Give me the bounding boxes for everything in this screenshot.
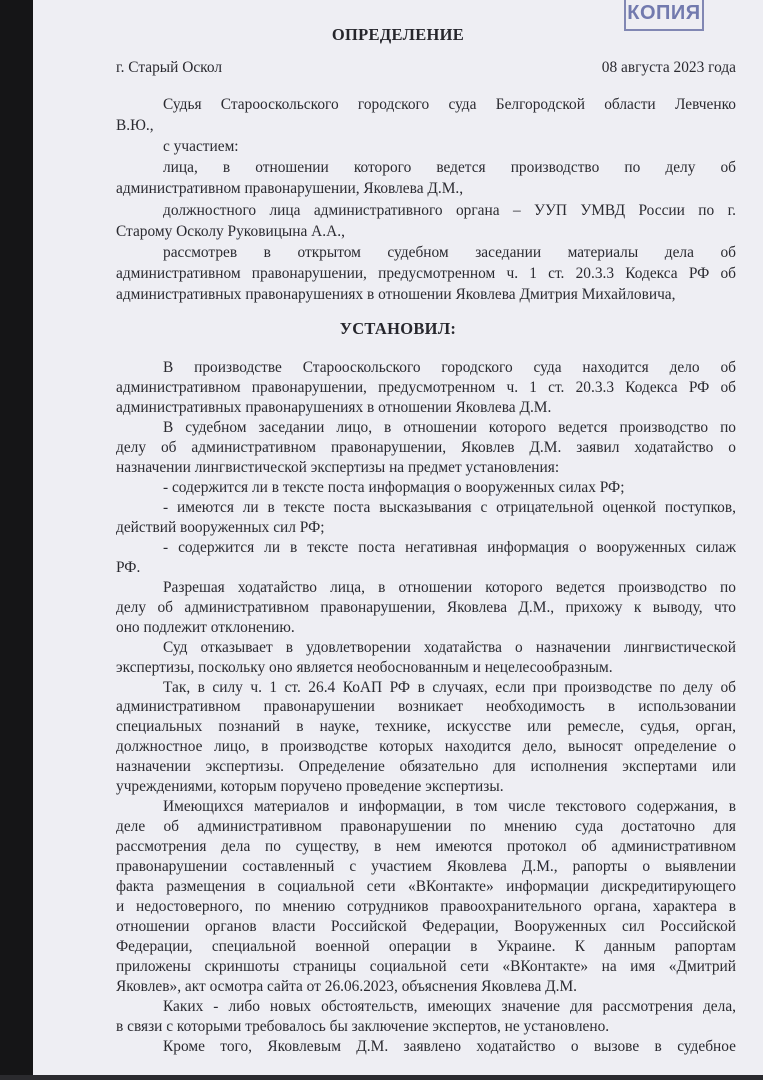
intro-line: административном правонарушении, Яковлева Д.М.,	[116, 180, 464, 197]
intro-line: административных правонарушениях в отношении Яковлева Дмитрия Михайловича,	[116, 286, 676, 303]
body-line: Федерации, специальной военной операции в Украине. К данным рапортам	[116, 938, 736, 955]
document-page	[33, 0, 763, 1075]
body-line: оно подлежит отклонению.	[116, 619, 295, 636]
intro-line: Старому Осколу Руковицына А.А.,	[116, 223, 345, 240]
copy-stamp: КОПИЯ	[624, 0, 704, 31]
body-line: административных правонарушениях в отношении Яковлева Д.М.	[116, 399, 552, 416]
body-line: делу об административном правонарушении, Яковлев Д.М. заявил ходатайство о	[116, 439, 736, 456]
intro-line: должностного лица административного органа – УУП УМВД России по г.	[163, 202, 736, 219]
intro-line: рассмотрев в открытом судебном заседании материалы дела об	[163, 244, 736, 261]
body-line: В судебном заседании лицо, в отношении которого ведется производство по	[163, 419, 736, 436]
document-title: ОПРЕДЕЛЕНИЕ	[331, 25, 465, 44]
body-line: в связи с которыми требовалось бы заключение экспертов, не установлено.	[116, 1018, 610, 1035]
body-line: действий вооруженных сил РФ;	[116, 519, 325, 536]
body-line: и недостоверного, по мнению сотрудников правоохранительного органа, характера в	[116, 898, 736, 915]
body-line: назначении экспертизы. Определение обязательно для исполнения экспертами или	[116, 758, 736, 775]
body-line: Разрешая ходатайство лица, в отношении которого ведется производство по	[163, 579, 736, 596]
body-line: должностное лицо, в производстве которых находится дело, выносят определение о	[116, 738, 736, 755]
body-line: Имеющихся материалов и информации, в том числе текстового содержания, в	[163, 798, 736, 815]
body-line: делу об административном правонарушении, Яковлева Д.М., прихожу к выводу, что	[116, 599, 736, 616]
body-line: назначении лингвистической экспертизы на предмет установления:	[116, 459, 560, 476]
intro-line: Судья Старооскольского городского суда Белгородской области Левченко	[163, 96, 736, 113]
body-line: административном правонарушении, предусмотренном ч. 1 ст. 20.3.3 Кодекса РФ об	[116, 379, 736, 396]
body-line: Так, в силу ч. 1 ст. 26.4 КоАП РФ в случаях, если при производстве по делу об	[163, 679, 736, 696]
scan-bottom-border	[0, 1075, 763, 1080]
body-line: Яковлев», акт осмотра сайта от 26.06.2023, объяснения Яковлева Д.М.	[116, 978, 578, 995]
place-label: г. Старый Оскол	[116, 59, 223, 76]
body-line: приложены скриншоты страницы социальной сети «ВКонтакте» на имя «Дмитрий	[116, 958, 736, 975]
body-line: В производстве Старооскольского городского суда находится дело об	[163, 359, 736, 376]
body-line: специальных познаний в науке, технике, искусстве или ремесле, судья, орган,	[116, 718, 736, 735]
body-line: - содержится ли в тексте поста информация о вооруженных силах РФ;	[163, 479, 625, 496]
body-line: Суд отказывает в удовлетворении ходатайства о назначении лингвистической	[163, 639, 736, 656]
body-line: деле об административном правонарушении по мнению суда достаточно для	[116, 818, 736, 835]
body-line: Кроме того, Яковлевым Д.М. заявлено ходатайство о вызове в судебное	[163, 1038, 736, 1055]
body-line: учреждениями, которым поручено проведение экспертизы.	[116, 778, 504, 795]
body-line: Каких - либо новых обстоятельств, имеющих значение для рассмотрения дела,	[163, 998, 736, 1015]
body-line: - содержится ли в тексте поста негативная информация о вооруженных силаж	[163, 539, 736, 556]
body-line: правонарушении составленный с участием Яковлева Д.М., рапорты о выявлении	[116, 858, 736, 875]
body-line: административном правонарушении возникает необходимость в использовании	[116, 698, 736, 715]
intro-line: административном правонарушении, предусмотренном ч. 1 ст. 20.3.3 Кодекса РФ об	[116, 265, 736, 282]
intro-line: с участием:	[163, 138, 239, 155]
body-line: рассмотрения дела по существу, в нем имеются протокол об административном	[116, 838, 736, 855]
scan-left-border	[0, 0, 33, 1080]
body-line: РФ.	[116, 559, 141, 576]
body-line: экспертизы, поскольку оно является необоснованным и нецелесообразным.	[116, 659, 613, 676]
section-heading: УСТАНОВИЛ:	[339, 319, 457, 338]
date-label: 08 августа 2023 года	[601, 59, 736, 76]
body-line: - имеются ли в тексте поста высказывания с отрицательной оценкой поступков,	[163, 499, 736, 516]
body-line: факта размещения в социальной сети «ВКонтакте» информации дискредитирующего	[116, 878, 736, 895]
intro-line: В.Ю.,	[116, 117, 154, 134]
body-line: отношении органов власти Российской Федерации, Вооруженных сил Российской	[116, 918, 736, 935]
intro-line: лица, в отношении которого ведется производство по делу об	[163, 159, 736, 176]
